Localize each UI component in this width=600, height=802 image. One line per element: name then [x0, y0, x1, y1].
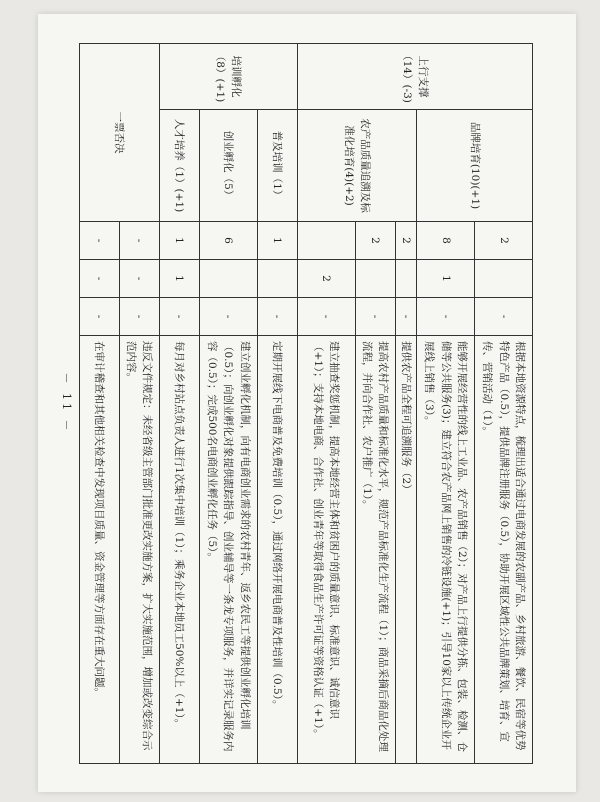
subcategory-cell: 创业孵化（5） — [199, 110, 257, 222]
score-cell: 1 — [159, 222, 199, 260]
table-row — [475, 44, 533, 764]
minus-cell: - — [159, 298, 199, 336]
bonus-cell — [475, 260, 533, 298]
bonus-cell: 1 — [159, 260, 199, 298]
table-row — [199, 44, 257, 764]
score-cell: 1 — [257, 222, 297, 260]
score-cell: - — [79, 222, 119, 260]
bonus-cell — [395, 260, 416, 298]
evaluation-table — [79, 43, 533, 764]
score-cell: 6 — [199, 222, 257, 260]
minus-cell: - — [79, 298, 119, 336]
minus-cell: - — [257, 298, 297, 336]
description-cell: 每月对乡村站点负责人进行1次集中培训（1）；乘务企业本地员工50%以上（+1）。 — [159, 336, 199, 764]
rotated-content — [57, 33, 557, 773]
score-cell: 2 — [395, 222, 416, 260]
description-cell: 提供农产品全程可追溯服务（2） — [395, 336, 416, 764]
description-cell: 在审计稽查和其他相关检查中发现项目质量、资金管理等方面存在重大问题。 — [79, 336, 119, 764]
subcategory-cell: 普及培训（1） — [257, 110, 297, 222]
bonus-cell: - — [79, 260, 119, 298]
description-cell: 能够开展经营性的线上工业品、农产品销售（2）；对产品上行提供分拣、包装、检测、仓储等公共服务(3)；建立符合农产品网上销售的冷链设施(+1)；引导10家以上传统企业开展线上销售（3）。 — [417, 336, 475, 764]
bonus-cell: - — [119, 260, 159, 298]
subcategory-cell: 农产品质量追溯及标准化培育(4)(+2) — [297, 110, 416, 222]
bonus-cell: 1 — [417, 260, 475, 298]
category-cell: 上行支撑（14）(-3) — [297, 44, 532, 110]
minus-cell: - — [475, 298, 533, 336]
table-row — [159, 44, 199, 764]
subcategory-cell: 人才培养（1）(+1) — [159, 110, 199, 222]
description-cell: 违反文件规定：未经省级主管部门批准更改实施方案，扩大实施范围，增加或改变综合示范内容。 — [119, 336, 159, 764]
bonus-cell: 2 — [297, 260, 355, 298]
score-cell — [297, 222, 355, 260]
bonus-cell — [355, 260, 395, 298]
bonus-cell — [257, 260, 297, 298]
score-cell: 8 — [417, 222, 475, 260]
description-cell: 提高农村产品质量和标准化水平，规范产品标准化生产流程（1）；商品采摘后商品化处理流程，并向合作社、农户推广（1）。 — [355, 336, 395, 764]
minus-cell: - — [395, 298, 416, 336]
table-row — [395, 44, 416, 764]
description-cell: 定期开展线下电商普及免费培训（0.5），通过网络开展电商普及性培训（0.5）。 — [257, 336, 297, 764]
score-cell: 2 — [475, 222, 533, 260]
description-cell: 根据本地资源特点，梳理出适合通过电商发展的农副产品、乡村旅游、餐饮、民宿等优势特色产品（0.5），提供品牌注册服务（0.5），协助开展区域性公共品牌策划、培育、宣传、营销活动（1）。 — [475, 336, 533, 764]
category-cell: 培训孵化（8）(+1) — [159, 44, 297, 110]
table-row — [257, 44, 297, 764]
description-cell: 建立创业孵化机制，向有电商创业需求的农村青年、返乡农民工等提供创业孵化培训（0.5）；向创业孵化对象提供跟踪指导、创业辅导等一条龙专项服务，并详实记录服务内容（0.5）；完成500名电商创业孵化任务（5）。 — [199, 336, 257, 764]
minus-cell: - — [119, 298, 159, 336]
minus-cell: - — [355, 298, 395, 336]
minus-cell: - — [417, 298, 475, 336]
minus-cell: - — [199, 298, 257, 336]
category-cell: 一票否决 — [79, 44, 159, 222]
description-cell: 建立抽查奖惩机制，提高本地经营主体和贫困户的质量意识、标准意识、诚信意识（+1）；支持本地电商、合作社、创业青年等取得食品生产许可证等资格认证（+1）。 — [297, 336, 355, 764]
table-row — [119, 44, 159, 764]
score-cell: 2 — [355, 222, 395, 260]
minus-cell: - — [297, 298, 355, 336]
score-cell: - — [119, 222, 159, 260]
page-number: － 11 － — [60, 372, 73, 434]
subcategory-cell: 品牌培育(10)(+1) — [417, 110, 533, 222]
bonus-cell — [199, 260, 257, 298]
document-page — [38, 14, 576, 792]
